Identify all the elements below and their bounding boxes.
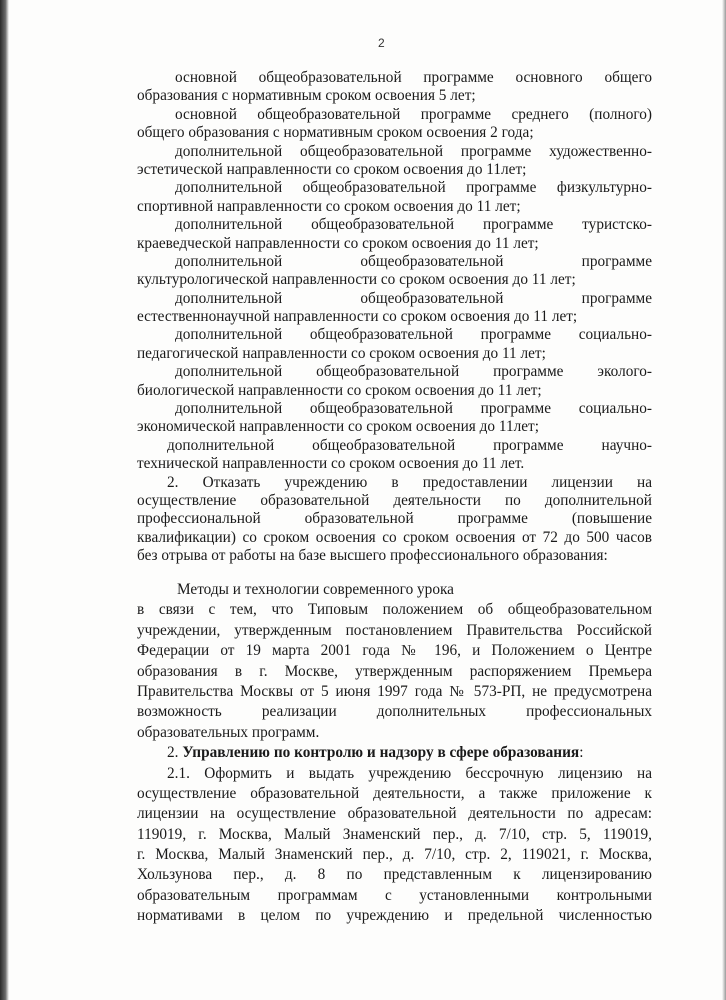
reason-section: [137, 580, 652, 927]
clause-line: г. Москва, Малый Знаменский пер., д. 7/10, стр. 2, 119021, г. Москва,: [137, 846, 652, 864]
program-line: спортивной направленности со сроком освоения до 11 лет;: [137, 197, 521, 215]
section2-colon: :: [579, 744, 584, 762]
clause-line: осуществление образовательной деятельности, а также приложение к: [137, 784, 652, 802]
clause-line: 2.1. Оформить и выдать учреждению бессрочную лицензию на: [167, 764, 652, 782]
reason-line: возможность реализации дополнительных профессиональных: [137, 703, 652, 721]
reason-line: Правительства Москвы от 5 июня 1997 года № 573-РП, не предусмотрена: [137, 682, 652, 700]
refusal-line: без отрыва от работы на базе высшего профессионального образования:: [137, 547, 608, 565]
refusal-line: профессиональной образовательной программе (повышение: [137, 510, 652, 528]
program-line: эстетической направленности со сроком освоения до 11лет;: [137, 160, 527, 178]
clause-line: нормативами в целом по учреждению и предельной численностью: [137, 907, 652, 925]
clause-line: Хользунова пер., д. 8 по представленным к лицензированию: [137, 866, 652, 884]
page-number: 2: [378, 36, 385, 50]
program-line: дополнительной общеобразовательной программе художественно-: [175, 142, 652, 160]
program-line: дополнительной общеобразовательной программе: [175, 252, 652, 270]
reason-line: учреждении, утвержденным постановлением Правительства Российской: [137, 621, 652, 639]
program-line: дополнительной общеобразовательной программе научно-: [167, 436, 652, 454]
program-line: экономической направленности со сроком освоения до 11лет;: [137, 418, 539, 436]
reason-line: в связи с тем, что Типовым положением об общеобразовательном: [137, 601, 652, 619]
reason-line: Федерации от 19 марта 2001 года № 196, и Положением о Центре: [137, 642, 652, 660]
program-line: биологической направленности со сроком освоения до 11 лет;: [137, 381, 542, 399]
methods-title: Методы и технологии современного урока: [177, 581, 454, 598]
scan-edge-left: [0, 0, 9, 1000]
section2-heading-line: [137, 743, 652, 763]
section2-heading: Управлению по контролю и надзору в сфере образования: [182, 744, 580, 762]
program-line: педагогической направленности со сроком освоения до 11 лет;: [137, 344, 546, 362]
section2-number: 2.: [167, 744, 179, 762]
program-line: дополнительной общеобразовательной программе социально-: [175, 326, 652, 344]
program-list: [137, 69, 652, 566]
scan-edge-right: [722, 0, 726, 1000]
program-line: естественнонаучной направленности со сроком освоения до 11 лет;: [137, 308, 578, 326]
clause-line: образовательным программам с установленными контрольными: [137, 886, 652, 904]
program-line: дополнительной общеобразовательной программе туристско-: [175, 216, 652, 234]
program-line: технической направленности со сроком освоения до 11 лет.: [137, 455, 525, 473]
program-line: краеведческой направленности со сроком освоения до 11 лет;: [137, 234, 539, 252]
program-line: дополнительной общеобразовательной программе социально-: [175, 400, 652, 418]
program-line: культурологической направленности со сроком освоения до 11 лет;: [137, 271, 576, 289]
refusal-line: осуществление образовательной деятельности по дополнительной: [137, 491, 652, 509]
refusal-line: квалификации) со сроком освоения со сроком освоения от 72 до 500 часов: [137, 528, 652, 546]
program-line: дополнительной общеобразовательной программе: [175, 289, 652, 307]
program-line: образования с нормативным сроком освоения 5 лет;: [137, 87, 476, 105]
clause-line: лицензии на осуществление образовательной деятельности по адресам:: [137, 805, 652, 823]
reason-line: образовательных программ.: [137, 723, 320, 741]
refusal-line: 2. Отказать учреждению в предоставлении лицензии на: [167, 473, 652, 491]
program-line: общего образования с нормативным сроком освоения 2 года;: [137, 124, 534, 142]
program-line: основной общеобразовательной программе основного общего: [175, 69, 652, 86]
program-line: основной общеобразовательной программе среднего (полного): [175, 105, 652, 123]
program-line: дополнительной общеобразовательной программе физкультурно-: [175, 179, 652, 197]
reason-line: образования в г. Москве, утвержденным распоряжением Премьера: [137, 662, 652, 680]
program-line: дополнительной общеобразовательной программе эколого-: [175, 363, 652, 381]
clause-line: 119019, г. Москва, Малый Знаменский пер., д. 7/10, стр. 5, 119019,: [137, 825, 652, 843]
